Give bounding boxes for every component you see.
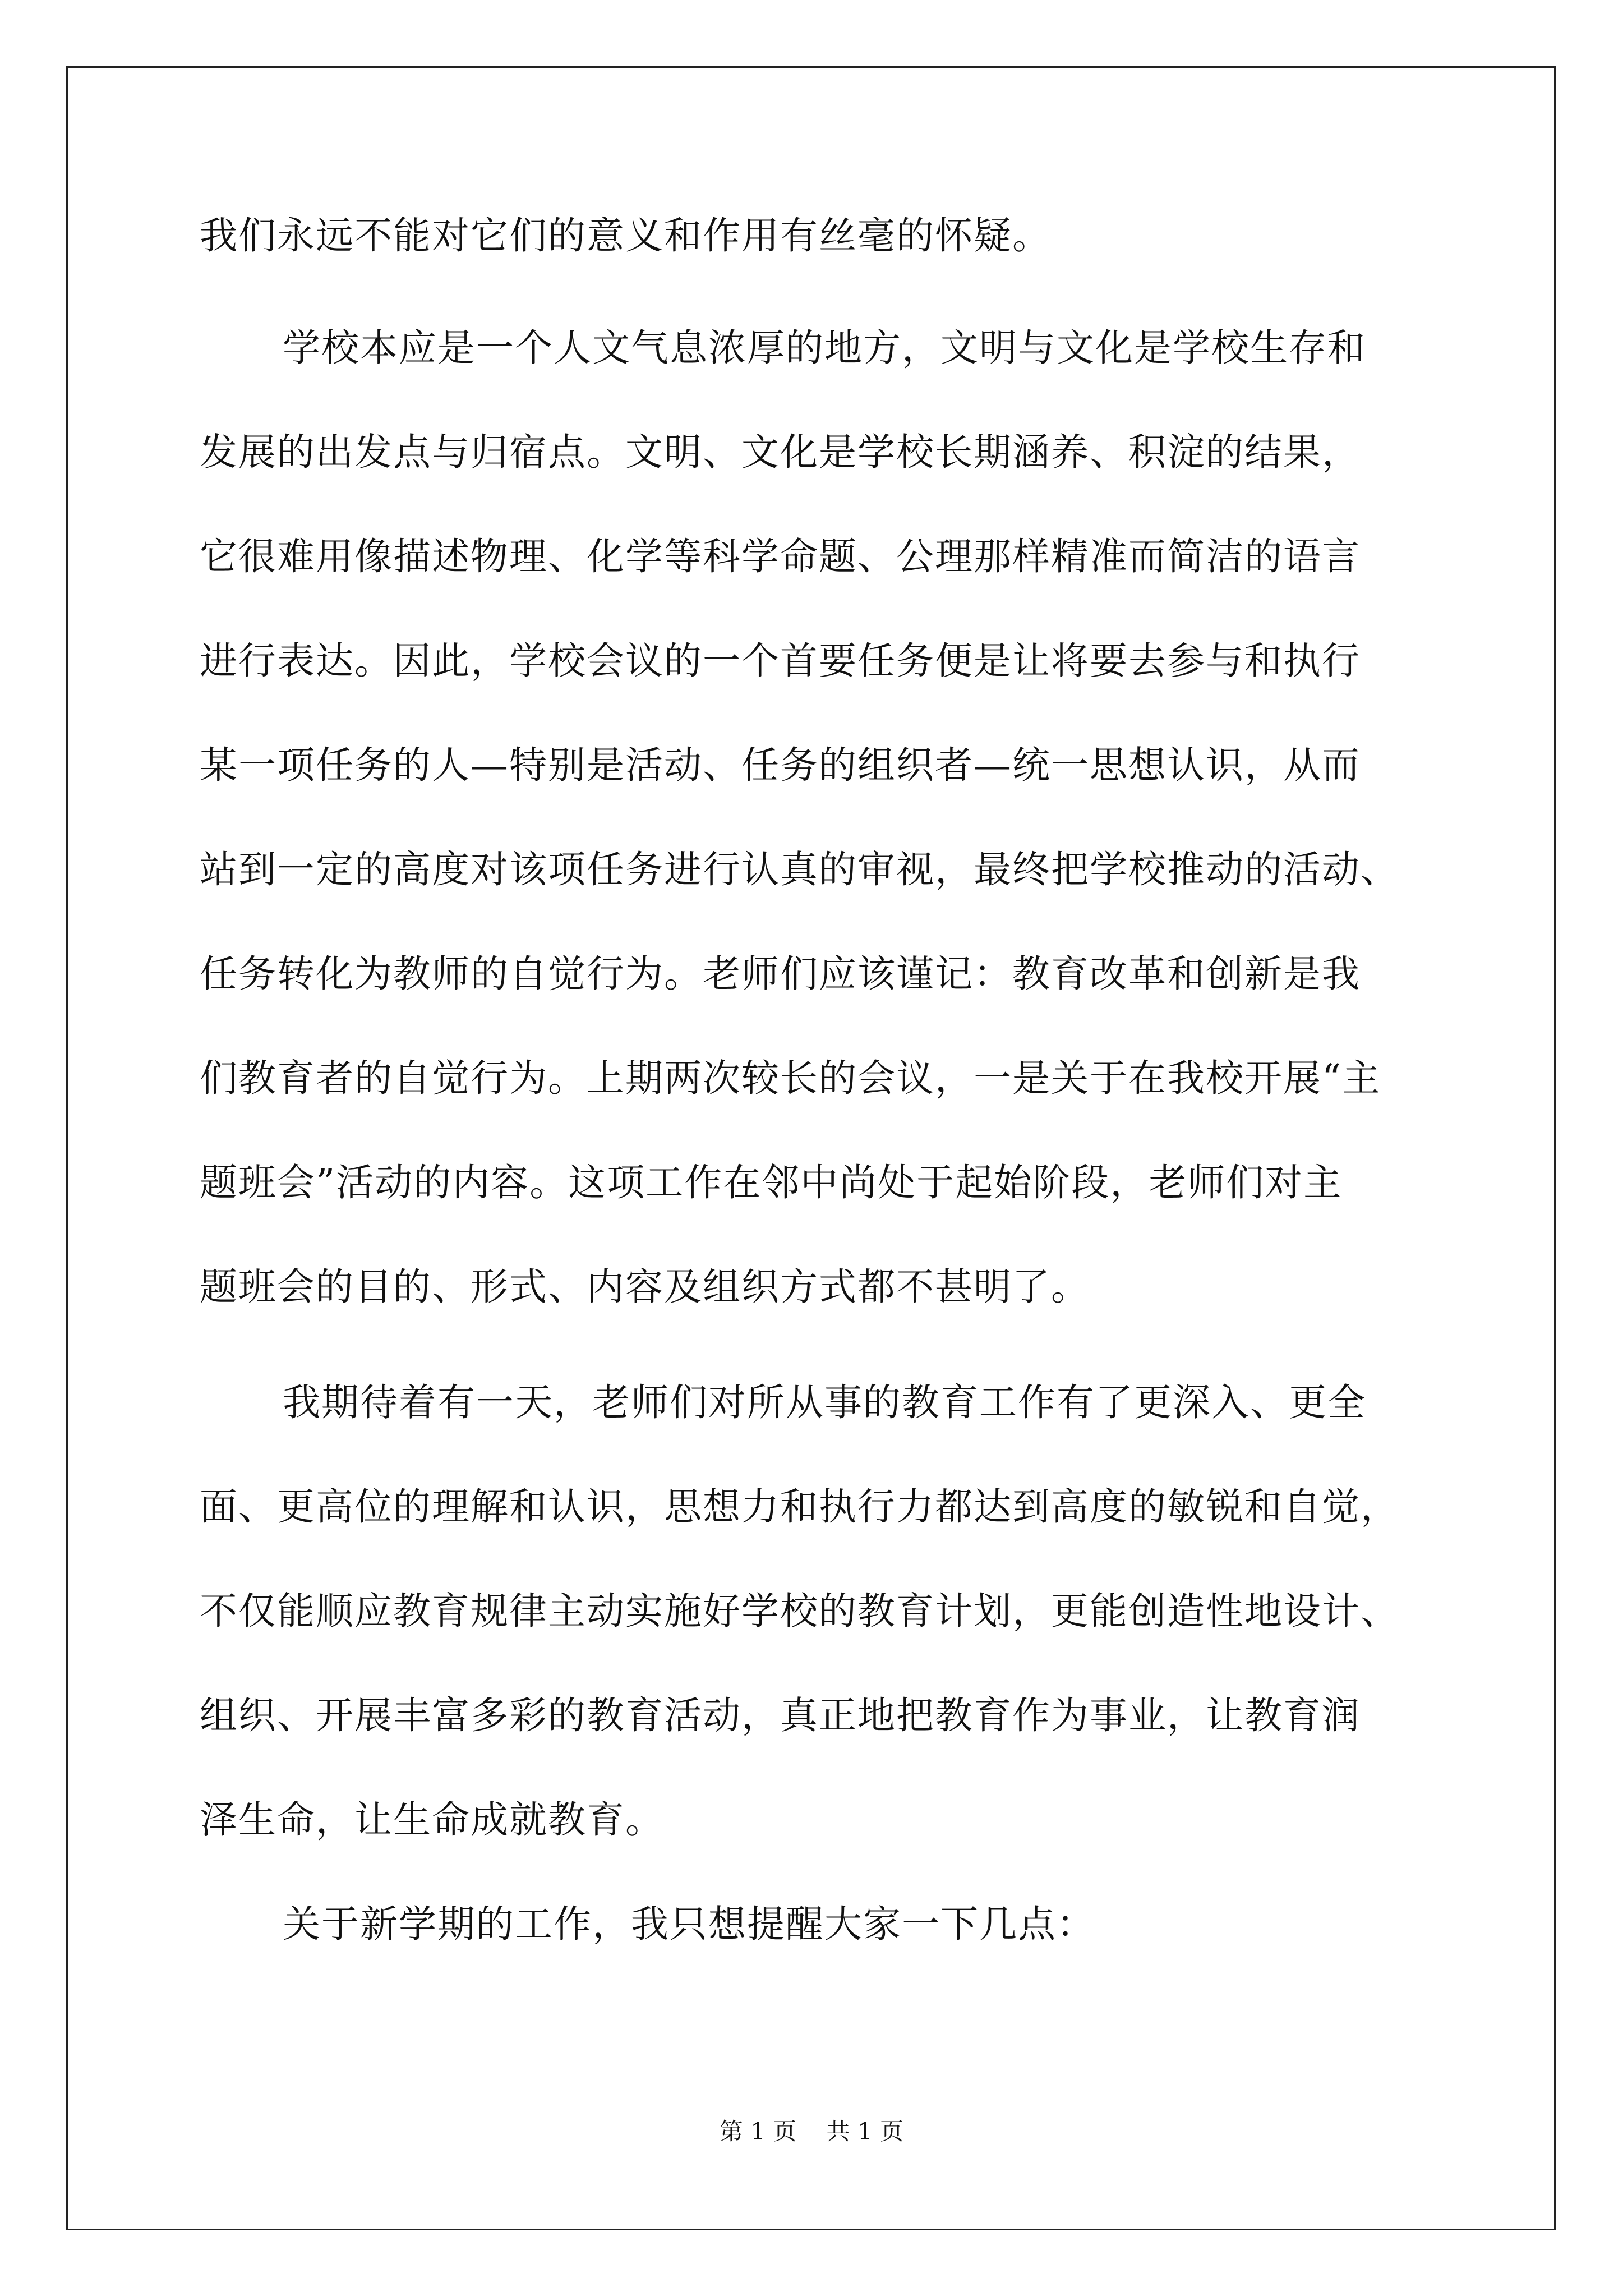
text-line: 泽生命，让生命成就教育。 [200,1798,664,1842]
text-line: 发展的出发点与归宿点。文明、文化是学校长期涵养、积淀的结果， [200,430,1361,474]
text-line: 某一项任务的人—特别是活动、任务的组织者—统一思想认识，从而 [200,743,1361,787]
text-line: 站到一定的高度对该项任务进行认真的审视，最终把学校推动的活动、 [200,848,1399,891]
text-line: 们教育者的自觉行为。上期两次较长的会议，一是关于在我校开展“主 [200,1056,1381,1100]
paragraph-first-line: 我期待着有一天，老师们对所从事的教育工作有了更深入、更全 [283,1381,1366,1424]
text-line: 组织、开展丰富多彩的教育活动，真正地把教育作为事业，让教育润 [200,1694,1361,1737]
text-line: 我们永远不能对它们的意义和作用有丝毫的怀疑。 [200,214,1051,257]
page-footer [0,2118,1623,2146]
page-number-current: 第 1 页 [719,2118,797,2145]
page-number-total: 共 1 页 [826,2118,904,2145]
paragraph-first-line: 关于新学期的工作，我只想提醒大家一下几点： [283,1902,1095,1946]
text-line: 任务转化为教师的自觉行为。老师们应该谨记：教育改革和创新是我 [200,952,1361,996]
text-line: 题班会的目的、形式、内容及组织方式都不甚明了。 [200,1265,1090,1309]
text-line: 不仅能顺应教育规律主动实施好学校的教育计划，更能创造性地设计、 [200,1589,1399,1633]
text-line: 它很难用像描述物理、化学等科学命题、公理那样精准而简洁的语言 [200,535,1361,578]
text-line: 面、更高位的理解和认识，思想力和执行力都达到高度的敏锐和自觉， [200,1485,1399,1529]
paragraph-first-line: 学校本应是一个人文气息浓厚的地方，文明与文化是学校生存和 [283,326,1366,370]
text-line: 题班会”活动的内容。这项工作在邻中尚处于起始阶段，老师们对主 [200,1161,1343,1204]
text-line: 进行表达。因此，学校会议的一个首要任务便是让将要去参与和执行 [200,639,1361,683]
